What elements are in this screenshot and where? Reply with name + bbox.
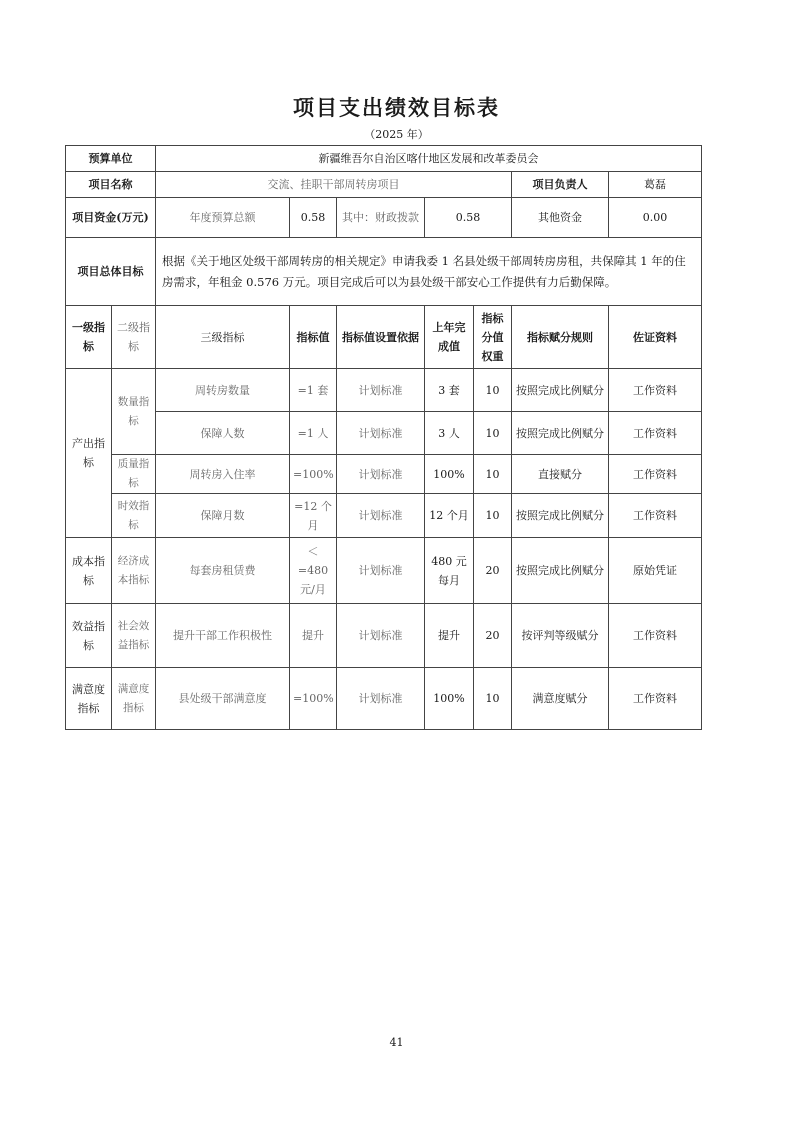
leader-label: 项目负责人	[512, 172, 609, 198]
col-level2: 二级指标	[112, 306, 156, 369]
row-indicator: 每套房租赁费	[156, 538, 290, 604]
col-value: 指标值	[290, 306, 337, 369]
leader-value: 葛磊	[609, 172, 702, 198]
col-last-year: 上年完成值	[425, 306, 474, 369]
funds-label: 项目资金(万元)	[66, 198, 156, 238]
row-weight: 20	[474, 604, 512, 668]
page-number: 41	[389, 1036, 404, 1049]
row-value: =100%	[290, 455, 337, 494]
row-last-year: 480 元每月	[425, 538, 474, 604]
col-level1: 一级指标	[66, 306, 112, 369]
year-label: （2025 年）	[364, 128, 429, 141]
row-last-year: 3 套	[425, 369, 474, 412]
row-basis: 计划标准	[337, 412, 425, 455]
group-cost: 成本指标	[66, 538, 112, 604]
row-indicator: 保障人数	[156, 412, 290, 455]
group-output: 产出指标	[66, 369, 112, 538]
annual-budget-value: 0.58	[290, 198, 337, 238]
row-evidence: 原始凭证	[609, 538, 702, 604]
row-last-year: 100%	[425, 668, 474, 730]
row-value: =1 人	[290, 412, 337, 455]
page-title: 项目支出绩效目标表	[293, 95, 500, 120]
row-rule: 按照完成比例赋分	[512, 412, 609, 455]
row-basis: 计划标准	[337, 494, 425, 538]
other-funds-label: 其他资金	[512, 198, 609, 238]
row-evidence: 工作资料	[609, 369, 702, 412]
row-weight: 10	[474, 412, 512, 455]
budget-unit-value: 新疆维吾尔自治区喀什地区发展和改革委员会	[156, 146, 702, 172]
row-weight: 10	[474, 494, 512, 538]
row-basis: 计划标准	[337, 455, 425, 494]
row-rule: 按照完成比例赋分	[512, 369, 609, 412]
row-weight: 10	[474, 455, 512, 494]
row-value: ＜=480 元/月	[290, 538, 337, 604]
row-value: =100%	[290, 668, 337, 730]
row-evidence: 工作资料	[609, 455, 702, 494]
row-indicator: 保障月数	[156, 494, 290, 538]
col-evidence: 佐证资料	[609, 306, 702, 369]
row-rule: 按照完成比例赋分	[512, 494, 609, 538]
row-basis: 计划标准	[337, 538, 425, 604]
project-name-value: 交流、挂职干部周转房项目	[156, 172, 512, 198]
row-evidence: 工作资料	[609, 494, 702, 538]
row-evidence: 工作资料	[609, 668, 702, 730]
row-value: =1 套	[290, 369, 337, 412]
annual-budget-label: 年度预算总额	[156, 198, 290, 238]
subgroup-quantity: 数量指标	[112, 369, 156, 455]
col-level3: 三级指标	[156, 306, 290, 369]
subgroup-satisfaction: 满意度指标	[112, 668, 156, 730]
row-last-year: 提升	[425, 604, 474, 668]
row-last-year: 100%	[425, 455, 474, 494]
row-rule: 按评判等级赋分	[512, 604, 609, 668]
other-funds-value: 0.00	[609, 198, 702, 238]
row-last-year: 3 人	[425, 412, 474, 455]
row-evidence: 工作资料	[609, 412, 702, 455]
row-value: =12 个月	[290, 494, 337, 538]
row-basis: 计划标准	[337, 668, 425, 730]
row-basis: 计划标准	[337, 604, 425, 668]
performance-table	[65, 145, 702, 730]
row-rule: 满意度赋分	[512, 668, 609, 730]
col-weight: 指标分值权重	[474, 306, 512, 369]
goal-label: 项目总体目标	[66, 238, 156, 306]
row-indicator: 周转房数量	[156, 369, 290, 412]
budget-unit-label: 预算单位	[66, 146, 156, 172]
row-rule: 按照完成比例赋分	[512, 538, 609, 604]
subgroup-economic-cost: 经济成本指标	[112, 538, 156, 604]
row-basis: 计划标准	[337, 369, 425, 412]
row-indicator: 周转房入住率	[156, 455, 290, 494]
project-name-label: 项目名称	[66, 172, 156, 198]
row-evidence: 工作资料	[609, 604, 702, 668]
col-basis: 指标值设置依据	[337, 306, 425, 369]
goal-text: 根据《关于地区处级干部周转房的相关规定》申请我委 1 名县处级干部周转房房租，共保障其 1 年的住房需求，年租金 0.576 万元。项目完成后可以为县处级干部安心工作提供有力后勤保障。	[156, 238, 702, 306]
group-benefit: 效益指标	[66, 604, 112, 668]
row-weight: 20	[474, 538, 512, 604]
row-value: 提升	[290, 604, 337, 668]
group-satisfaction: 满意度指标	[66, 668, 112, 730]
col-rule: 指标赋分规则	[512, 306, 609, 369]
row-last-year: 12 个月	[425, 494, 474, 538]
fiscal-value: 0.58	[425, 198, 512, 238]
subgroup-timeliness: 时效指标	[112, 494, 156, 538]
row-weight: 10	[474, 668, 512, 730]
row-weight: 10	[474, 369, 512, 412]
subgroup-quality: 质量指标	[112, 455, 156, 494]
fiscal-label: 其中：财政拨款	[337, 198, 425, 238]
row-indicator: 县处级干部满意度	[156, 668, 290, 730]
subgroup-social-benefit: 社会效益指标	[112, 604, 156, 668]
row-indicator: 提升干部工作积极性	[156, 604, 290, 668]
row-rule: 直接赋分	[512, 455, 609, 494]
